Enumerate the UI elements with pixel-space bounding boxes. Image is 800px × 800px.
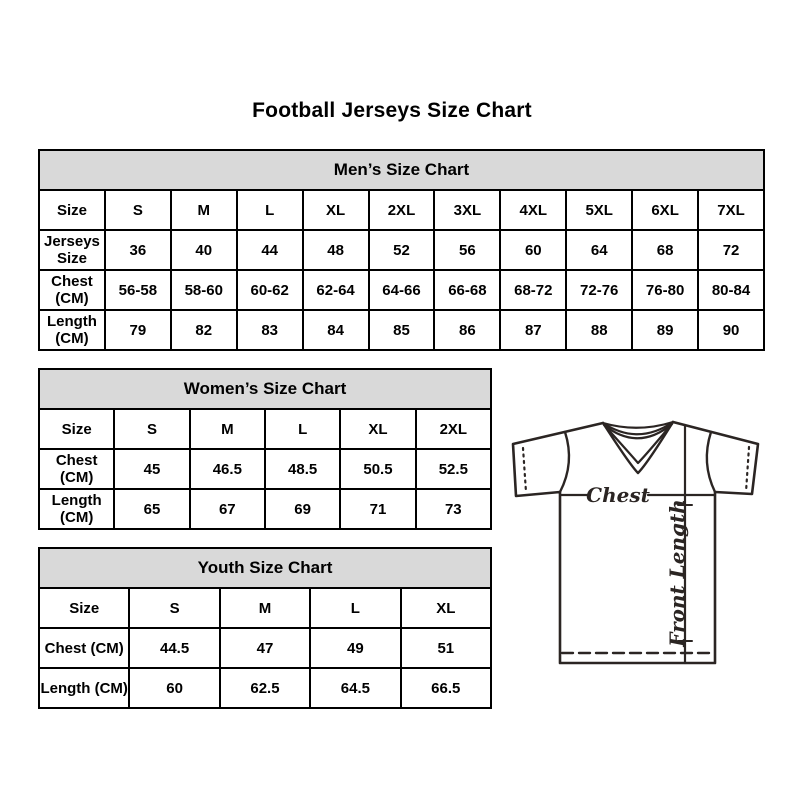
womens-size-table [38, 368, 492, 530]
value-cell: 72-76 [566, 270, 632, 310]
value-cell: L [265, 409, 340, 449]
youth-size-table [38, 547, 492, 709]
value-cell: 7XL [698, 190, 764, 230]
left-sleeve-seam [560, 432, 569, 492]
row-label-cell: Chest (CM) [39, 628, 129, 668]
value-cell: 67 [190, 489, 265, 529]
value-cell: 68 [632, 230, 698, 270]
value-cell: 6XL [632, 190, 698, 230]
value-cell: 65 [114, 489, 189, 529]
value-cell: 5XL [566, 190, 632, 230]
left-cuff-stitch-line [523, 448, 526, 492]
table-row [39, 489, 491, 529]
table-row [39, 270, 764, 310]
value-cell: 68-72 [500, 270, 566, 310]
value-cell: S [105, 190, 171, 230]
value-cell: 44 [237, 230, 303, 270]
value-cell: 66.5 [401, 668, 491, 708]
value-cell: 66-68 [434, 270, 500, 310]
value-cell: 48.5 [265, 449, 340, 489]
row-label-cell: Length (CM) [39, 489, 114, 529]
row-label-cell: Jerseys Size [39, 230, 105, 270]
value-cell: 82 [171, 310, 237, 350]
row-label-cell: Size [39, 588, 129, 628]
value-cell: 86 [434, 310, 500, 350]
value-cell: M [171, 190, 237, 230]
front-length-measure-label: Front Length [665, 499, 689, 647]
jersey-measurement-diagram [505, 405, 775, 685]
value-cell: XL [340, 409, 415, 449]
value-cell: 88 [566, 310, 632, 350]
value-cell: 73 [416, 489, 491, 529]
value-cell: L [310, 588, 400, 628]
value-cell: 60 [500, 230, 566, 270]
right-cuff-stitch-line [746, 447, 749, 492]
value-cell: 56-58 [105, 270, 171, 310]
table-title-row [39, 369, 491, 409]
value-cell: 3XL [434, 190, 500, 230]
value-cell: M [190, 409, 265, 449]
row-label-cell: Chest (CM) [39, 270, 105, 310]
value-cell: L [237, 190, 303, 230]
value-cell: 83 [237, 310, 303, 350]
value-cell: 2XL [369, 190, 435, 230]
value-cell: 79 [105, 310, 171, 350]
table-title: Women’s Size Chart [39, 369, 491, 409]
value-cell: 50.5 [340, 449, 415, 489]
table-row [39, 628, 491, 668]
value-cell: S [114, 409, 189, 449]
value-cell: 64 [566, 230, 632, 270]
table-title-row [39, 150, 764, 190]
table-row [39, 230, 764, 270]
value-cell: 52.5 [416, 449, 491, 489]
value-cell: 69 [265, 489, 340, 529]
value-cell: 36 [105, 230, 171, 270]
value-cell: XL [401, 588, 491, 628]
value-cell: 56 [434, 230, 500, 270]
value-cell: 85 [369, 310, 435, 350]
value-cell: M [220, 588, 310, 628]
mens-size-table [38, 149, 765, 351]
row-label-cell: Length (CM) [39, 310, 105, 350]
row-label-cell: Size [39, 409, 114, 449]
value-cell: 80-84 [698, 270, 764, 310]
value-cell: 60-62 [237, 270, 303, 310]
value-cell: 58-60 [171, 270, 237, 310]
table-row [39, 588, 491, 628]
value-cell: 60 [129, 668, 219, 708]
value-cell: 64.5 [310, 668, 400, 708]
row-label-cell: Chest (CM) [39, 449, 114, 489]
chest-measure-label: Chest [586, 483, 650, 507]
value-cell: 51 [401, 628, 491, 668]
value-cell: 4XL [500, 190, 566, 230]
value-cell: 84 [303, 310, 369, 350]
jersey-diagram-svg [505, 405, 775, 685]
value-cell: 47 [220, 628, 310, 668]
table-row [39, 449, 491, 489]
table-title: Youth Size Chart [39, 548, 491, 588]
value-cell: 90 [698, 310, 764, 350]
value-cell: 87 [500, 310, 566, 350]
value-cell: 44.5 [129, 628, 219, 668]
table-title-row [39, 548, 491, 588]
table-row [39, 310, 764, 350]
collar-band-top-icon [603, 422, 673, 428]
value-cell: 48 [303, 230, 369, 270]
value-cell: 76-80 [632, 270, 698, 310]
table-title: Men’s Size Chart [39, 150, 764, 190]
row-label-cell: Length (CM) [39, 668, 129, 708]
table-row [39, 190, 764, 230]
value-cell: 2XL [416, 409, 491, 449]
jersey-outline [513, 422, 758, 663]
value-cell: S [129, 588, 219, 628]
value-cell: 45 [114, 449, 189, 489]
value-cell: XL [303, 190, 369, 230]
value-cell: 62.5 [220, 668, 310, 708]
table-row [39, 409, 491, 449]
value-cell: 89 [632, 310, 698, 350]
page-title: Football Jerseys Size Chart [252, 99, 532, 122]
value-cell: 62-64 [303, 270, 369, 310]
value-cell: 46.5 [190, 449, 265, 489]
row-label-cell: Size [39, 190, 105, 230]
table-row [39, 668, 491, 708]
value-cell: 40 [171, 230, 237, 270]
value-cell: 64-66 [369, 270, 435, 310]
value-cell: 71 [340, 489, 415, 529]
value-cell: 72 [698, 230, 764, 270]
value-cell: 52 [369, 230, 435, 270]
right-sleeve-seam [707, 432, 715, 492]
value-cell: 49 [310, 628, 400, 668]
